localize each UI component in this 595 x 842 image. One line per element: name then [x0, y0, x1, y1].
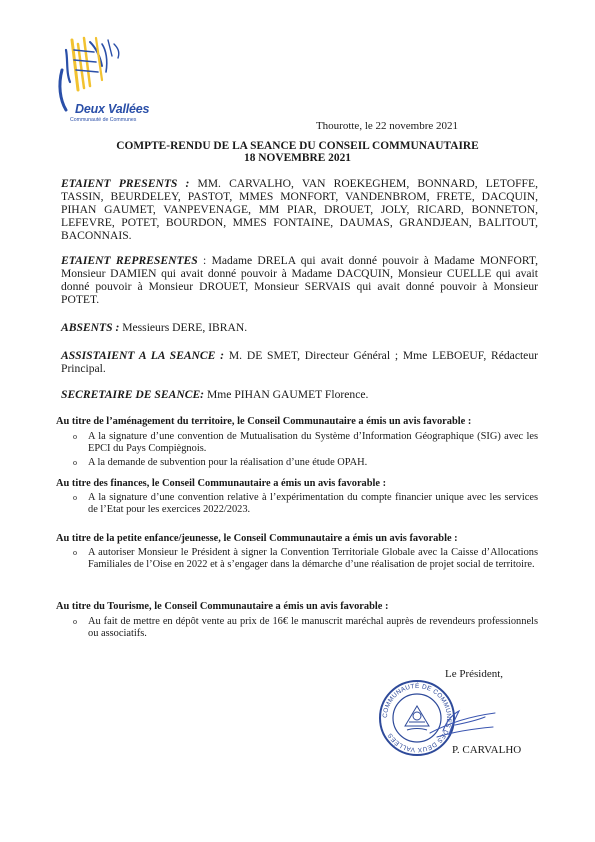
list-item: [73, 457, 538, 469]
handwritten-signature: [425, 705, 500, 740]
document-date: Thourotte, le 22 novembre 2021: [315, 120, 458, 132]
list-item: [73, 547, 538, 571]
list-item-text: A la signature d’une convention relative à l’expérimentation du compte financier unique avec les services de l’Etat pour les exercices 2022/2023.: [88, 492, 538, 515]
seal-text: COMMUNAUTÉ DE COMMUNES DES DEUX VALLÉES: [381, 682, 453, 754]
secretaire-text: Mme PIHAN GAUMET Florence.: [204, 388, 369, 401]
list-item: [73, 431, 538, 455]
signature-role: Le Président,: [445, 668, 504, 680]
presents-paragraph: [61, 177, 538, 242]
secretaire-label: SECRETAIRE DE SEANCE:: [61, 388, 205, 401]
list-item-text: A autoriser Monsieur le Président à signer la Convention Territoriale Globale avec la Caisse d’Allocations Familiales de l’Oise en 2022 et à s’engager dans la démarche d’une réalisation de projet social de territoire.: [88, 547, 538, 570]
section-heading-enfance: Au titre de la petite enfance/jeunesse, le Conseil Communautaire a émis un avis favorable :: [56, 533, 458, 544]
absents-text: Messieurs DERE, IBRAN.: [119, 321, 248, 334]
signature-name: P. CARVALHO: [452, 744, 522, 756]
presents-label: ETAIENT PRESENTS :: [61, 177, 190, 190]
assistaient-text: M. DE SMET, Directeur Général ; Mme LEBOEUF, Rédacteur Principal.: [61, 349, 538, 375]
logo-subtitle: Communauté de Communes: [70, 117, 137, 123]
bullet-icon: o: [73, 458, 77, 467]
list-item-text: A la signature d’une convention de Mutualisation du Système d’Information Géographique (SIG) avec les EPCI du Pays Compiègnois.: [88, 431, 538, 454]
list-item-text: Au fait de mettre en dépôt vente au prix de 16€ le manuscrit maréchal auprès de revendeurs professionnels ou associatifs.: [88, 616, 538, 639]
list-item: [73, 616, 538, 640]
bullet-icon: o: [73, 432, 77, 441]
absents-label: ABSENTS :: [61, 321, 120, 334]
bullet-icon: o: [73, 548, 77, 557]
presents-text: MM. CARVALHO, VAN ROEKEGHEM, BONNARD, LETOFFE, TASSIN, BEURDELEY, PASTOT, MMES MONFORT, VANDENBROM, FRETE, DACQUIN, PIHAN GAUMET, VANPEVENAGE, MM PIAR, DROUET, JOLY, RICARD, BONNETON, LEFEVRE, POTET, BOURDON, MMES FONTAINE, DAUMAS, GRANDJEAN, BALITOUT, BACONNAIS.: [61, 177, 538, 242]
bullet-icon: o: [73, 617, 77, 626]
represents-paragraph: [61, 254, 538, 306]
document-title: COMPTE-RENDU DE LA SEANCE DU CONSEIL COMMUNAUTAIRE: [116, 140, 479, 152]
secretaire-paragraph: [61, 388, 538, 401]
assistaient-paragraph: [61, 349, 538, 375]
absents-paragraph: [61, 321, 538, 334]
section-heading-amenagement: Au titre de l’aménagement du territoire, le Conseil Communautaire a émis un avis favorable :: [56, 416, 472, 427]
list-item-text: A la demande de subvention pour la réalisation d’une étude OPAH.: [88, 457, 368, 468]
section-heading-finances: Au titre des finances, le Conseil Communautaire a émis un avis favorable :: [56, 478, 387, 489]
list-item: [73, 492, 538, 516]
represents-label: ETAIENT REPRESENTES: [61, 254, 198, 267]
logo-name: Deux Vallées: [75, 102, 150, 116]
assistaient-label: ASSISTAIENT A LA SEANCE :: [61, 349, 225, 362]
document-title-date: 18 NOVEMBRE 2021: [244, 152, 351, 164]
bullet-icon: o: [73, 493, 77, 502]
section-heading-tourisme: Au titre du Tourisme, le Conseil Communautaire a émis un avis favorable :: [56, 601, 389, 612]
represents-text: : Madame DRELA qui avait donné pouvoir à Madame MONFORT, Monsieur DAMIEN qui avait donné pouvoir à Madame DACQUIN, Monsieur CUELLE qui avait donné pouvoir à Monsieur DROUET, Monsieur SERVAIS qui avait donné pouvoir à Monsieur POTET.: [61, 254, 538, 306]
